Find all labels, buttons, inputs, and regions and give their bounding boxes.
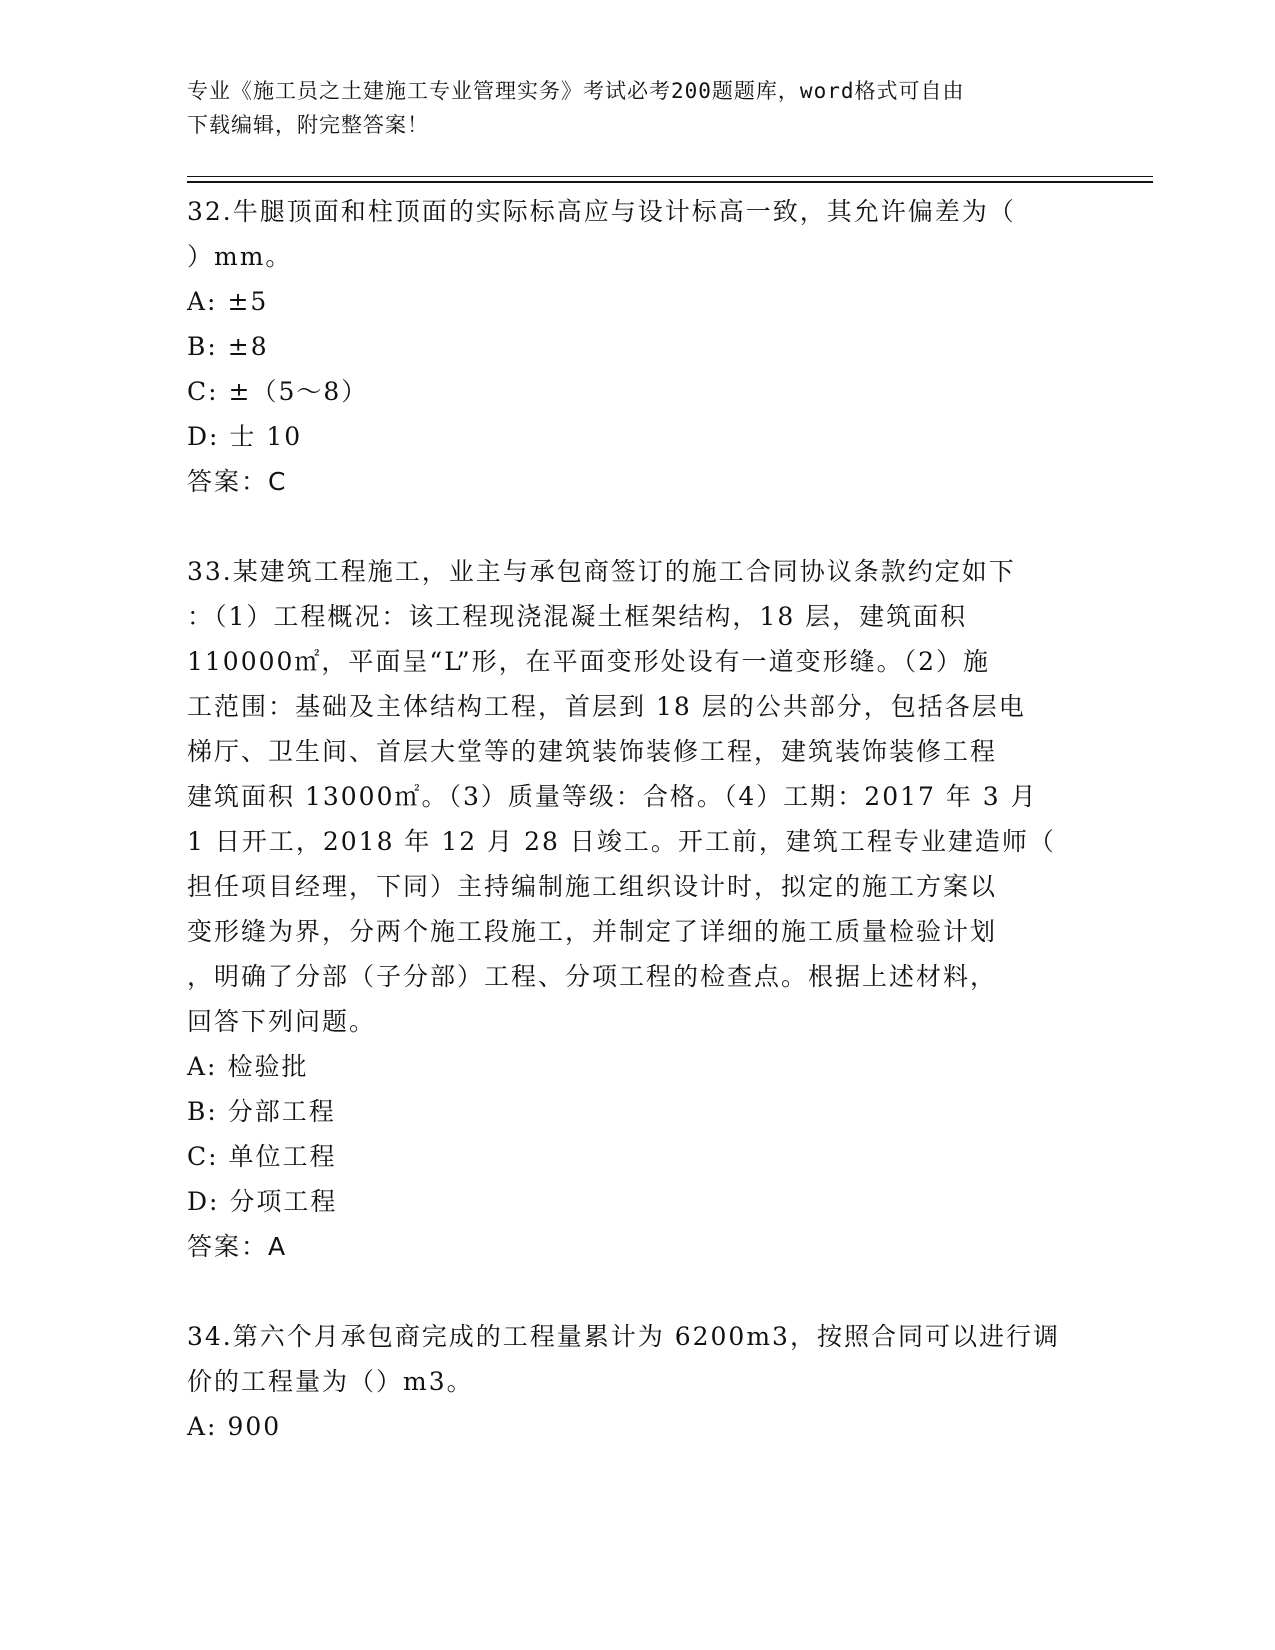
option-text: ±（5～8） — [228, 377, 369, 406]
option-a — [187, 279, 1087, 324]
question-spacer — [187, 1269, 1087, 1314]
header-divider-thick — [187, 181, 1153, 183]
question-text-line: 回答下列问题。 — [187, 1007, 377, 1036]
option-label: B: — [187, 1097, 218, 1126]
question-text-line: 梯厅、卫生间、首层大堂等的建筑装饰装修工程，建筑装饰装修工程 — [187, 737, 998, 766]
option-d — [187, 414, 1087, 459]
answer-line: 答案：A — [187, 1232, 288, 1261]
question-spacer — [187, 504, 1087, 549]
option-label: D: — [187, 1187, 220, 1216]
document-header — [187, 74, 1067, 142]
option-label: D: — [187, 422, 220, 451]
option-text: 检验批 — [227, 1052, 309, 1081]
question-text-line: ）mm。 — [187, 242, 293, 271]
question-text-line: 32.牛腿顶面和柱顶面的实际标高应与设计标高一致，其允许偏差为（ — [187, 197, 1016, 226]
question-text-line: ，明确了分部（子分部）工程、分项工程的检查点。根据上述材料， — [187, 962, 998, 991]
option-d — [187, 1179, 1087, 1224]
option-label: B: — [187, 332, 218, 361]
option-label: A: — [187, 1052, 218, 1081]
header-line-1: 专业《施工员之土建施工专业管理实务》考试必考200题题库，word格式可自由 — [187, 79, 965, 103]
question-text-line: 价的工程量为（）m3。 — [187, 1367, 474, 1396]
option-text: 士 10 — [229, 422, 303, 451]
option-label: C: — [187, 1142, 219, 1171]
question-32 — [187, 189, 1087, 504]
option-text: 分部工程 — [227, 1097, 336, 1126]
question-text-line: 33.某建筑工程施工，业主与承包商签订的施工合同协议条款约定如下 — [187, 557, 1016, 586]
option-label: C: — [187, 377, 219, 406]
option-text: 900 — [227, 1412, 282, 1441]
option-a — [187, 1044, 1087, 1089]
option-a — [187, 1404, 1087, 1449]
question-34 — [187, 1314, 1087, 1449]
question-text-line: 担任项目经理，下同）主持编制施工组织设计时，拟定的施工方案以 — [187, 872, 998, 901]
option-text: 单位工程 — [228, 1142, 337, 1171]
question-text-line: 建筑面积 13000㎡。（3）质量等级：合格。（4）工期：2017 年 3 月 — [187, 782, 1038, 811]
option-text: ±5 — [227, 287, 269, 316]
option-label: A: — [187, 1412, 218, 1441]
option-text: 分项工程 — [229, 1187, 338, 1216]
option-c — [187, 369, 1087, 414]
question-text-line: 变形缝为界，分两个施工段施工，并制定了详细的施工质量检验计划 — [187, 917, 998, 946]
header-line-2: 下载编辑，附完整答案！ — [187, 113, 429, 137]
option-b — [187, 324, 1087, 369]
question-text-line: ：（1）工程概况：该工程现浇混凝土框架结构，18 层，建筑面积 — [187, 602, 968, 631]
question-text-line: 工范围：基础及主体结构工程，首层到 18 层的公共部分，包括各层电 — [187, 692, 1026, 721]
question-text-line: 34.第六个月承包商完成的工程量累计为 6200m3，按照合同可以进行调 — [187, 1322, 1060, 1351]
question-text-line: 1 日开工，2018 年 12 月 28 日竣工。开工前，建筑工程专业建造师（ — [187, 827, 1056, 856]
header-divider-thin — [187, 176, 1153, 177]
option-text: ±8 — [227, 332, 269, 361]
answer-line: 答案：C — [187, 467, 288, 496]
question-text-line: 110000㎡，平面呈“L”形，在平面变形处设有一道变形缝。（2）施 — [187, 647, 991, 676]
option-label: A: — [187, 287, 218, 316]
option-b — [187, 1089, 1087, 1134]
question-33 — [187, 549, 1087, 1269]
option-c — [187, 1134, 1087, 1179]
question-list — [187, 189, 1087, 1449]
